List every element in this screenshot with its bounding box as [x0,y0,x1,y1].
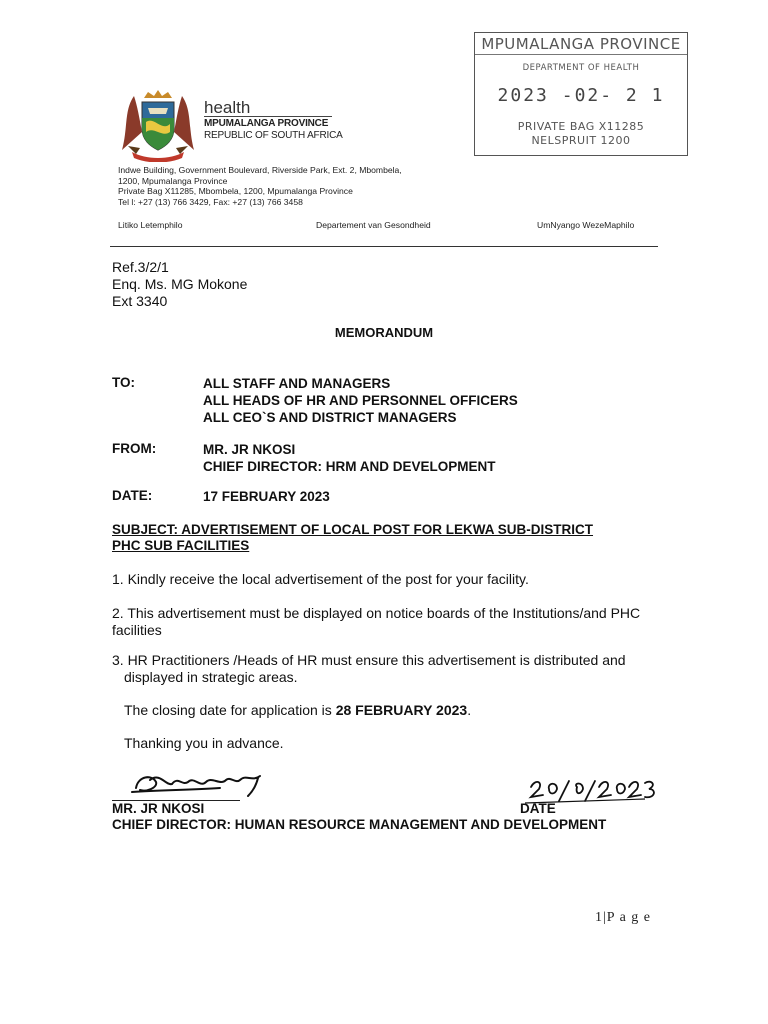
page-number: 1|P a g e [595,910,651,925]
paragraph-line: 2. This advertisement must be displayed on notice boards of the Institutions/and PHC [112,605,641,621]
signatory-name: MR. JR NKOSI [112,801,205,816]
paragraph-line: 3. HR Practitioners /Heads of HR must ensure this advertisement is distributed and [112,652,626,668]
brand-province: MPUMALANGA PROVINCE [204,118,329,129]
brand-country: REPUBLIC OF SOUTH AFRICA [204,130,343,141]
signature-date-label: DATE [520,801,556,816]
language-zulu: UmNyango WezeMaphilo [537,220,635,230]
brand-health: health [204,98,251,117]
memo-title: MEMORANDUM [334,325,434,340]
language-swati: Litiko Letemphilo [118,220,183,230]
recipient-line: ALL STAFF AND MANAGERS [203,376,391,391]
to-recipients [203,375,518,426]
language-afrikaans: Departement van Gesondheid [316,220,431,230]
closing-text: The closing date for application is [124,702,336,718]
stamp-city: NELSPRUIT 1200 [531,134,631,147]
receipt-stamp [474,32,688,156]
sender-line: CHIEF DIRECTOR: HRM AND DEVELOPMENT [203,459,496,474]
extension: Ext 3340 [112,293,168,309]
stamp-date: 2023 -02- 2 1 [497,85,665,106]
brand-divider [204,116,332,117]
recipient-line: ALL HEADS OF HR AND PERSONNEL OFFICERS [203,393,518,408]
address-line: Tel l: +27 (13) 766 3429, Fax: +27 (13) 766 3458 [118,196,303,207]
reference-number: Ref.3/2/1 [112,259,169,275]
paragraph-1: 1. Kindly receive the local advertisement of the post for your facility. [112,571,529,587]
sender-line: MR. JR NKOSI [203,442,296,457]
stamp-bag: PRIVATE BAG X11285 [517,120,645,133]
handwritten-signature [130,768,280,802]
thanks: Thanking you in advance. [124,735,284,751]
from-sender [203,441,496,475]
enquiries: Enq. Ms. MG Mokone [112,276,248,292]
paragraph-line: displayed in strategic areas. [124,669,298,685]
memo-date: 17 FEBRUARY 2023 [203,489,330,504]
closing-date: 28 FEBRUARY 2023 [335,702,468,718]
subject-line: SUBJECT: ADVERTISEMENT OF LOCAL POST FOR LEKWA SUB-DISTRICT [112,522,594,537]
address-line: 1200, Mpumalanga Province [118,175,228,186]
paragraph-line: facilities [112,622,162,638]
address-line: Indwe Building, Government Boulevard, Riverside Park, Ext. 2, Mbombela, [118,165,402,175]
letterhead-address [118,165,402,207]
stamp-department: DEPARTMENT OF HEALTH [522,63,640,73]
stamp-address [475,120,687,148]
closing-date-paragraph [124,702,684,719]
coat-of-arms-icon [118,88,198,162]
from-label: FROM: [112,441,157,456]
subject-line: PHC SUB FACILITIES [112,538,250,553]
paragraph-2 [112,605,672,639]
to-label: TO: [112,375,135,390]
closing-period: . [467,702,472,718]
stamp-province: MPUMALANGA PROVINCE [475,35,687,55]
reference-block [112,259,247,310]
address-line: Private Bag X11285, Mbombela, 1200, Mpumalanga Province [118,186,353,197]
header-divider [110,246,658,247]
date-label: DATE: [112,488,153,503]
memo-subject [112,522,672,554]
paragraph-3 [112,652,672,686]
signatory-title: CHIEF DIRECTOR: HUMAN RESOURCE MANAGEMENT AND DEVELOPMENT [112,817,607,832]
recipient-line: ALL CEO`S AND DISTRICT MANAGERS [203,410,457,425]
